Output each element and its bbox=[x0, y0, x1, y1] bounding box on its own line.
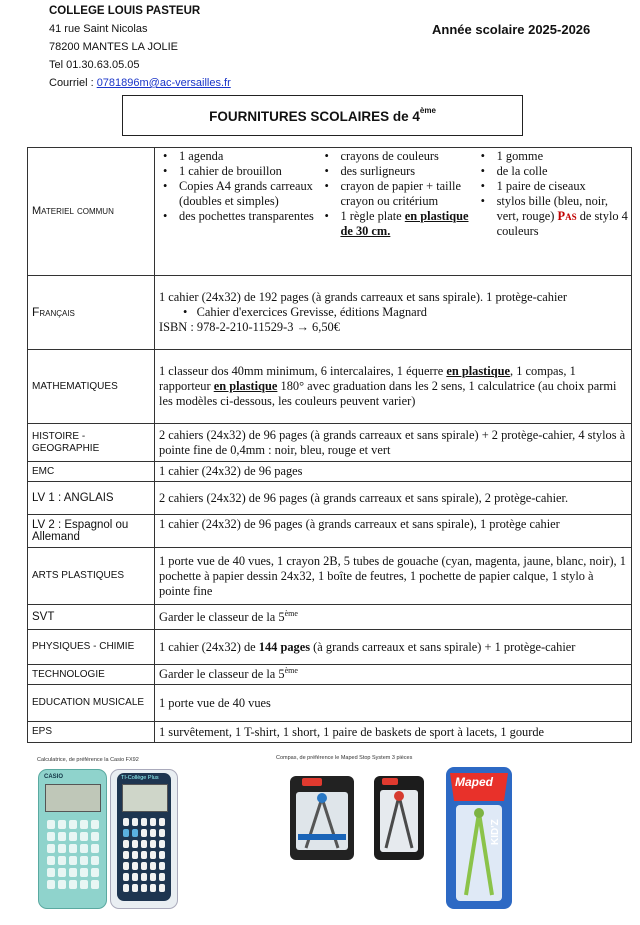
list-item: • des pochettes transparentes bbox=[179, 209, 318, 224]
school-header bbox=[49, 2, 231, 92]
list-item: • crayon de papier + taille crayon ou critérium bbox=[340, 179, 474, 209]
mail-label: Courriel : bbox=[49, 77, 97, 89]
row-label: SVT bbox=[32, 611, 55, 623]
table-row: LV 1 : ANGLAIS 2 cahiers (24x32) de 96 pages (à grands carreaux et sans spirale), 2 protège-cahier. bbox=[28, 482, 632, 515]
list-item: • de la colle bbox=[497, 164, 629, 179]
row-label: MATHEMATIQUES bbox=[32, 380, 118, 392]
list-item: • 1 paire de ciseaux bbox=[497, 179, 629, 194]
row-label: LV 2 : Espagnol ou Allemand bbox=[32, 519, 129, 543]
school-year: Année scolaire 2025-2026 bbox=[432, 22, 591, 37]
list-item: • stylos bille (bleu, noir, vert, rouge) Pas de stylo 4 couleurs bbox=[497, 194, 629, 239]
row-label: EPS bbox=[32, 726, 53, 737]
list-item: • 1 cahier de brouillon bbox=[179, 164, 318, 179]
address-line-1: 41 rue Saint Nicolas bbox=[49, 23, 148, 35]
table-row: PHYSIQUES - CHIMIE 1 cahier (24x32) de 144 pages (à grands carreaux et sans spirale) + 1 protège-cahier bbox=[28, 630, 632, 665]
row-label: EDUCATION MUSICALE bbox=[32, 697, 145, 708]
list-item: • 1 gomme bbox=[497, 149, 629, 164]
mail-link[interactable]: 0781896m@ac-versailles.fr bbox=[96, 77, 231, 89]
calculator-screen bbox=[122, 784, 168, 812]
ti-calculator-image bbox=[110, 769, 178, 909]
list-item: • 1 agenda bbox=[179, 149, 318, 164]
casio-brand: CASIO bbox=[44, 774, 64, 780]
list-item: • des surligneurs bbox=[340, 164, 474, 179]
row-label: TECHNOLOGIE bbox=[32, 668, 105, 680]
compass-caption: Compas, de préférence le Maped Stop System 3 pièces bbox=[276, 755, 413, 761]
address-line-2: 78200 MANTES LA JOLIE bbox=[49, 41, 179, 53]
row-label: LV 1 : ANGLAIS bbox=[32, 492, 114, 504]
page-title: FOURNITURES SCOLAIRES de 4ème bbox=[122, 95, 523, 136]
row-label: EMC bbox=[32, 465, 55, 477]
table-row: ARTS PLASTIQUES 1 porte vue de 40 vues, 1 crayon 2B, 5 tubes de gouache (cyan, magenta, jaune, blanc, noir), 1 pochette à papier dessin 24x32, 1 boîte de feutres, 1 pochette de papier calque, 1 stylo à pointe fine bbox=[28, 548, 632, 605]
row-label: HISTOIRE - GEOGRAPHIE bbox=[32, 430, 100, 454]
list-item: • crayons de couleurs bbox=[340, 149, 474, 164]
table-row: EDUCATION MUSICALE 1 porte vue de 40 vues bbox=[28, 685, 632, 722]
row-label: Français bbox=[32, 305, 75, 319]
common-list-1 bbox=[157, 149, 318, 239]
common-list-2 bbox=[318, 149, 474, 239]
table-row: EMC 1 cahier (24x32) de 96 pages bbox=[28, 462, 632, 482]
casio-calculator-image bbox=[38, 769, 107, 909]
table-row: EPS 1 survêtement, 1 T-shirt, 1 short, 1 paire de baskets de sport à lacets, 1 gourde bbox=[28, 722, 632, 743]
calculator-keys bbox=[123, 818, 165, 892]
list-item: • 1 règle plate en plastique de 30 cm. bbox=[340, 209, 474, 239]
table-row bbox=[28, 148, 632, 276]
row-label: Materiel commun bbox=[32, 205, 114, 217]
ti-brand: TI-Collège Plus bbox=[121, 775, 159, 781]
table-row: LV 2 : Espagnol ou Allemand 1 cahier (24x32) de 96 pages (à grands carreaux et sans spirale), 1 protège cahier bbox=[28, 515, 632, 548]
table-row: HISTOIRE - GEOGRAPHIE 2 cahiers (24x32) de 96 pages (à grands carreaux et sans spirale) + 2 protège-cahier, 4 stylos à pointe fine de 0,4mm : noir, bleu, rouge et vert bbox=[28, 424, 632, 462]
list-item: • Copies A4 grands carreaux (doubles et simples) bbox=[179, 179, 318, 209]
row-label: PHYSIQUES - CHIMIE bbox=[32, 641, 135, 652]
table-row: SVT Garder le classeur de la 5ème bbox=[28, 605, 632, 630]
maped-brand: Maped bbox=[455, 775, 494, 789]
table-row: Français 1 cahier (24x32) de 192 pages (à grands carreaux et sans spirale). 1 protège-cahier • Cahier d'exercices Grevisse, éditions Magnard ISBN : 978-2-210-11529-3 → 6,50€ bbox=[28, 276, 632, 350]
kidz-label: KID'Z bbox=[490, 819, 501, 845]
phone: Tel 01.30.63.05.05 bbox=[49, 59, 140, 71]
calculator-screen bbox=[45, 784, 101, 812]
calculator-caption: Calculatrice, de préférence la Casio FX92 bbox=[37, 757, 139, 763]
school-name: COLLEGE LOUIS PASTEUR bbox=[49, 5, 201, 17]
compass-pack-image-2 bbox=[370, 772, 428, 862]
common-list-3 bbox=[475, 149, 629, 239]
table-row: TECHNOLOGIE Garder le classeur de la 5ème bbox=[28, 665, 632, 685]
supplies-table bbox=[27, 147, 632, 743]
row-label: ARTS PLASTIQUES bbox=[32, 570, 125, 581]
table-row: MATHEMATIQUES 1 classeur dos 40mm minimum, 6 intercalaires, 1 équerre en plastique, 1 compas, 1 rapporteur en plastique 180° avec graduation dans les 2 sens, 1 calculatrice (au choix parmi les modèles ci-dessous, les couleurs peuvent varier) bbox=[28, 350, 632, 424]
calculator-keys bbox=[47, 820, 99, 889]
compass-pack-image-1 bbox=[288, 770, 358, 862]
